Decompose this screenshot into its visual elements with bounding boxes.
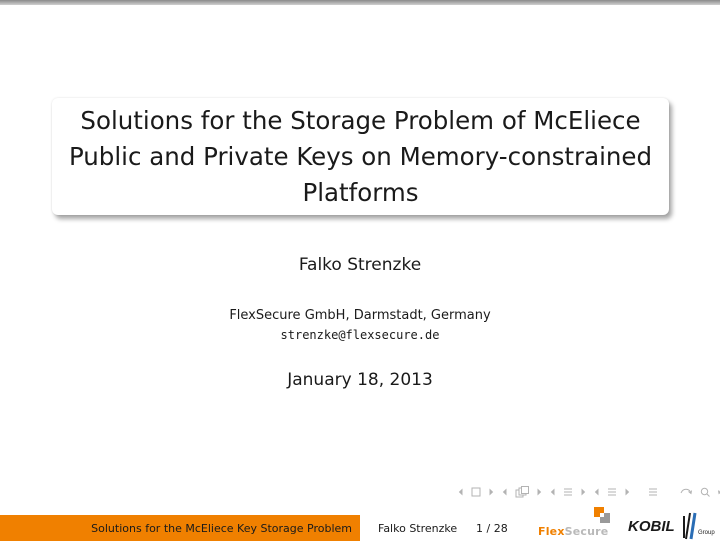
title-box bbox=[52, 98, 669, 215]
author-name: Falko Strenzke bbox=[298, 255, 422, 275]
kobil-logo-sub: Group bbox=[698, 530, 715, 536]
nav-prev-frame-icon[interactable] bbox=[458, 488, 463, 496]
nav-prev-doc-icon[interactable] bbox=[594, 488, 599, 496]
nav-next-subsection-icon[interactable] bbox=[537, 488, 542, 496]
flexsecure-logo-secure: Secure bbox=[564, 525, 609, 538]
footer-author: Falko Strenzke bbox=[378, 522, 458, 535]
author-email: strenzke@flexsecure.de bbox=[280, 328, 440, 342]
nav-section-icon[interactable] bbox=[563, 487, 573, 497]
affiliation: FlexSecure GmbH, Darmstadt, Germany bbox=[229, 308, 491, 323]
nav-align-icon[interactable] bbox=[648, 487, 658, 497]
nav-subsection-icon[interactable] bbox=[515, 486, 529, 498]
footer-short-title: Solutions for the McEliece Key Storage Problem bbox=[91, 521, 352, 535]
nav-next-doc-icon[interactable] bbox=[625, 488, 630, 496]
flexsecure-logo-flex: Flex bbox=[538, 525, 565, 538]
presentation-date: January 18, 2013 bbox=[287, 370, 433, 390]
nav-prev-section-icon[interactable] bbox=[550, 488, 555, 496]
footer-title-section bbox=[0, 515, 360, 541]
nav-next-section-icon[interactable] bbox=[581, 488, 586, 496]
flexsecure-mark-icon bbox=[592, 505, 612, 528]
title-line-2: Public and Private Keys on Memory-constrained bbox=[68, 141, 653, 171]
nav-prev-subsection-icon[interactable] bbox=[502, 488, 507, 496]
kobil-logo-text: KOBIL bbox=[628, 518, 675, 535]
nav-doc-icon[interactable] bbox=[607, 487, 617, 497]
nav-next-frame-icon[interactable] bbox=[489, 488, 494, 496]
nav-search-zoom-icon[interactable] bbox=[700, 487, 710, 497]
slide-title bbox=[69, 103, 652, 211]
footer-bar bbox=[0, 515, 720, 541]
footer-info-section bbox=[360, 515, 720, 541]
beamer-navigation-bar bbox=[458, 484, 720, 500]
top-header-rule bbox=[0, 0, 720, 5]
footer-page-number: 1 / 28 bbox=[476, 522, 508, 535]
title-line-1: Solutions for the Storage Problem of McEliece bbox=[80, 105, 641, 135]
kobil-logo bbox=[628, 512, 716, 543]
nav-frame-icon[interactable] bbox=[471, 487, 481, 497]
nav-search-icon[interactable] bbox=[680, 487, 692, 497]
title-line-3: Platforms bbox=[302, 177, 419, 207]
